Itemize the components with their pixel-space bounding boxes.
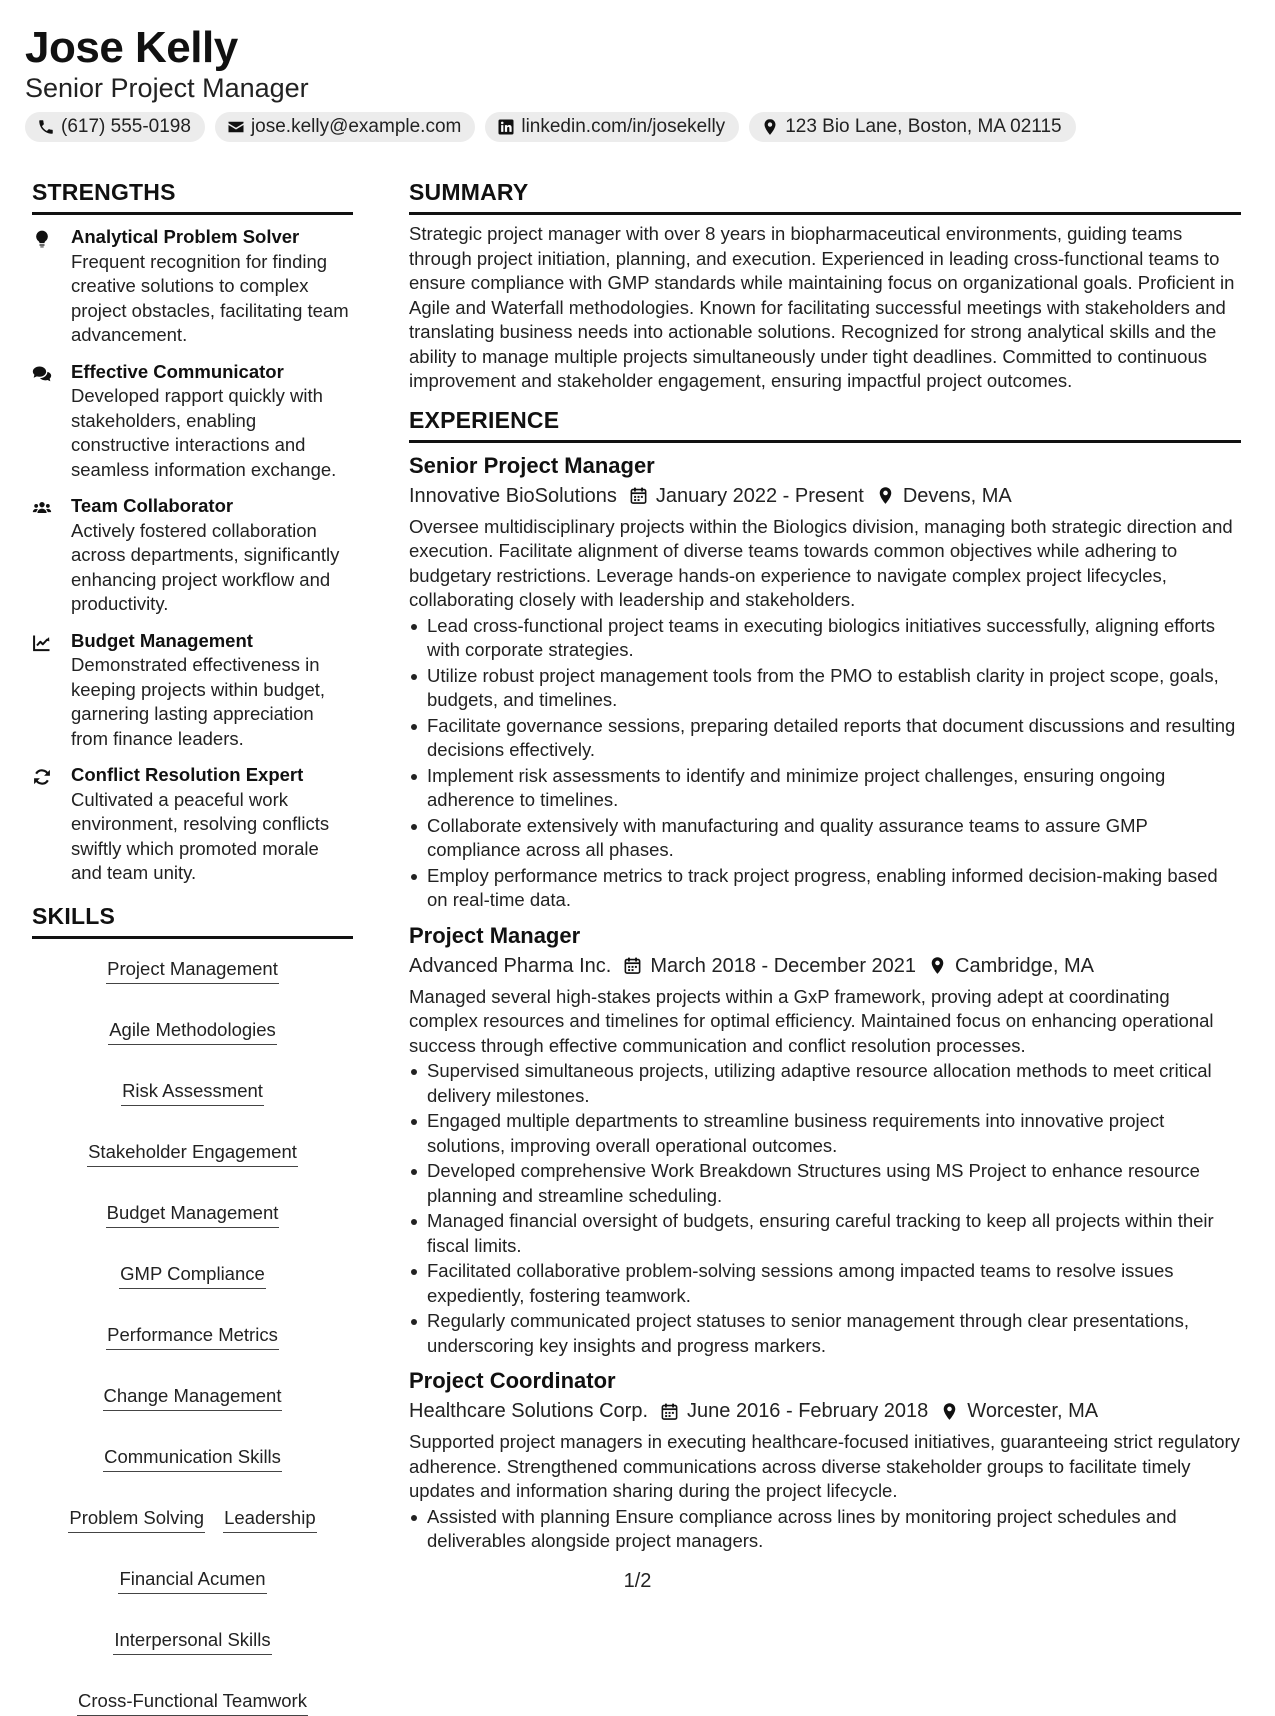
candidate-title: Senior Project Manager [25,73,309,103]
map-marker-icon [876,486,895,505]
resume-header [25,22,1255,142]
job-bullet: Regularly communicated project statuses to senior management through clear presentations, underscoring key insights and progress markers. [409,1309,1241,1358]
job-dates: January 2022 - Present [655,484,864,507]
skill-tag: GMP Compliance [119,1262,266,1289]
users-icon [32,498,52,518]
job-bullet: Managed financial oversight of budgets, ensuring careful tracking to keep all projects within their fiscal limits. [409,1209,1241,1258]
calendar-icon [629,486,648,505]
left-column [32,178,353,1716]
address-text: 123 Bio Lane, Boston, MA 02115 [785,116,1062,137]
job-role: Senior Project Manager [409,452,655,478]
job-bullet: Developed comprehensive Work Breakdown Structures using MS Project to enhance resource planning and streamline scheduling. [409,1159,1241,1208]
job-description: Managed several high-stakes projects within a GxP framework, proving adept at coordinating complex resources and timelines for optimal efficiency. Maintained focus on enhancing operational success through effective communication and conflict resolution processes. [409,985,1214,1056]
strength-title: Conflict Resolution Expert [71,764,304,785]
skill-tag: Risk Assessment [121,1079,264,1106]
strength-item [32,494,353,617]
skill-tag: Budget Management [106,1201,280,1228]
linkedin-text: linkedin.com/in/josekelly [521,116,726,137]
job-bullet: Supervised simultaneous projects, utilizing adaptive resource allocation methods to meet critical delivery milestones. [409,1059,1241,1108]
strength-title: Effective Communicator [71,360,284,382]
map-marker-icon [940,1402,959,1421]
job-location: Devens, MA [902,484,1012,507]
calendar-icon [623,956,642,975]
job-bullets [409,1059,1241,1358]
job-location: Worcester, MA [967,1400,1099,1422]
job-bullet: Lead cross-functional project teams in executing biologics initiatives successfully, aligning efforts with corporate strategies. [409,614,1241,663]
strength-desc: Demonstrated effectiveness in keeping projects within budget, garnering lasting appreciation from finance leaders. [71,654,326,749]
candidate-name: Jose Kelly [25,23,238,72]
strength-item [32,763,353,886]
job-bullet: Utilize robust project management tools from the PMO to establish clarity in project scope, goals, budgets, and timelines. [409,664,1241,713]
strength-title: Analytical Problem Solver [71,226,300,247]
job-bullet: Implement risk assessments to identify and minimize project challenges, ensuring ongoing adherence to timelines. [409,764,1241,813]
job-description: Oversee multidisciplinary projects within the Biologics division, managing both strategic direction and execution. Facilitate alignment of diverse teams towards common objectives while adhering to budgetary restrictions. Leverage hands-on experience to navigate complex project lifecycles, collaborating closely with leadership and stakeholders. [409,515,1233,610]
job-company: Advanced Pharma Inc. [409,954,612,977]
job-company: Healthcare Solutions Corp. [409,1400,649,1422]
skill-tag: Communication Skills [103,1445,282,1472]
skills-list [32,939,353,1716]
comments-icon [32,364,52,384]
job-meta [409,952,1241,980]
page-number: 1/2 [623,1570,652,1592]
skill-tag: Agile Methodologies [108,1018,277,1045]
strength-item [32,360,353,483]
right-column [409,178,1241,1555]
summary-text: Strategic project manager with over 8 years in biopharmaceutical environments, guiding teams through project initiation, planning, and execution. Experienced in leading cross-functional teams to ensure compliance with GMP standards while maintaining focus on organizational goals. Proficient in Agile and Waterfall methodologies. Known for facilitating successful meetings with stakeholders and translating business needs into actionable solutions. Recognized for strong analytical skills and the ability to manage multiple projects simultaneously under tight deadlines. Committed to continuous improvement and stakeholder engagement, ensuring impactful project outcomes. [409,223,1235,391]
skill-tag: Stakeholder Engagement [87,1140,298,1167]
job-role: Project Manager [409,922,581,948]
strength-item [32,629,353,752]
map-marker-icon [761,118,779,136]
job-role: Project Coordinator [409,1368,616,1393]
strength-item [32,225,353,348]
email-text: jose.kelly@example.com [250,116,462,137]
envelope-icon [227,118,245,136]
job-bullet: Assisted with planning Ensure compliance across lines by monitoring project schedules and deliverables alongside project managers. [409,1505,1241,1554]
job-description: Supported project managers in executing healthcare-focused initiatives, guaranteeing strict regulatory adherence. Strengthened communications across diverse stakeholder groups to facilitate timely updates and information sharing during the project lifecycle. [409,1431,1240,1501]
job-meta [409,482,1241,510]
linkedin-contact[interactable] [485,112,739,142]
job-bullet: Facilitate governance sessions, preparing detailed reports that document discussions and resulting decisions effectively. [409,714,1241,763]
map-marker-icon [928,956,947,975]
skill-tag: Change Management [103,1384,283,1411]
skill-tag: Performance Metrics [106,1323,279,1350]
skill-tag: Leadership [223,1506,317,1533]
strength-desc: Frequent recognition for finding creative solutions to complex project obstacles, facilitating team advancement. [71,250,349,345]
strength-title: Team Collaborator [71,495,234,516]
job-entry [409,451,1241,913]
address-contact [749,112,1075,142]
job-company: Innovative BioSolutions [409,484,617,507]
job-bullet: Employ performance metrics to track project progress, enabling informed decision-making based on real-time data. [409,864,1241,913]
job-bullet: Engaged multiple departments to streamline business requirements into innovative project solutions, improving overall operational outcomes. [409,1109,1241,1158]
strength-desc: Developed rapport quickly with stakeholders, enabling constructive interactions and seamless information exchange. [71,385,337,480]
sync-icon [32,767,52,787]
skill-tag: Financial Acumen [118,1567,266,1594]
skill-tag: Problem Solving [68,1506,205,1533]
strengths-heading: STRENGTHS [32,178,353,215]
job-location: Cambridge, MA [955,954,1094,977]
job-meta [409,1397,1241,1425]
phone-contact[interactable] [25,112,205,142]
skill-tag: Project Management [106,957,279,984]
skills-heading: SKILLS [32,902,353,939]
summary-heading: SUMMARY [409,178,1241,215]
job-bullets [409,1505,1241,1554]
strength-desc: Cultivated a peaceful work environment, resolving conflicts swiftly which promoted morale and team unity. [71,788,330,883]
job-dates: March 2018 - December 2021 [650,954,917,977]
strengths-list [32,225,353,886]
skill-tag: Cross-Functional Teamwork [77,1689,308,1716]
phone-text: (617) 555-0198 [61,116,191,137]
job-bullet: Collaborate extensively with manufacturing and quality assurance teams to assure GMP compliance across all phases. [409,814,1241,863]
contact-bar [25,112,1255,142]
calendar-icon [660,1402,679,1421]
experience-heading: EXPERIENCE [409,406,1241,443]
job-dates: June 2016 - February 2018 [687,1400,929,1422]
chart-line-icon [32,633,52,653]
linkedin-icon [497,118,515,136]
strength-desc: Actively fostered collaboration across departments, significantly enhancing project workflow and productivity. [71,519,340,614]
job-entry [409,921,1241,1359]
email-contact[interactable] [215,112,475,142]
phone-icon [37,118,55,136]
strength-title: Budget Management [71,629,253,651]
job-entry [409,1366,1241,1554]
lightbulb-icon [32,229,52,249]
job-bullets [409,614,1241,913]
skill-tag: Interpersonal Skills [113,1628,271,1655]
job-bullet: Facilitated collaborative problem-solving sessions among impacted teams to resolve issues expediently, fostering teamwork. [409,1259,1241,1308]
